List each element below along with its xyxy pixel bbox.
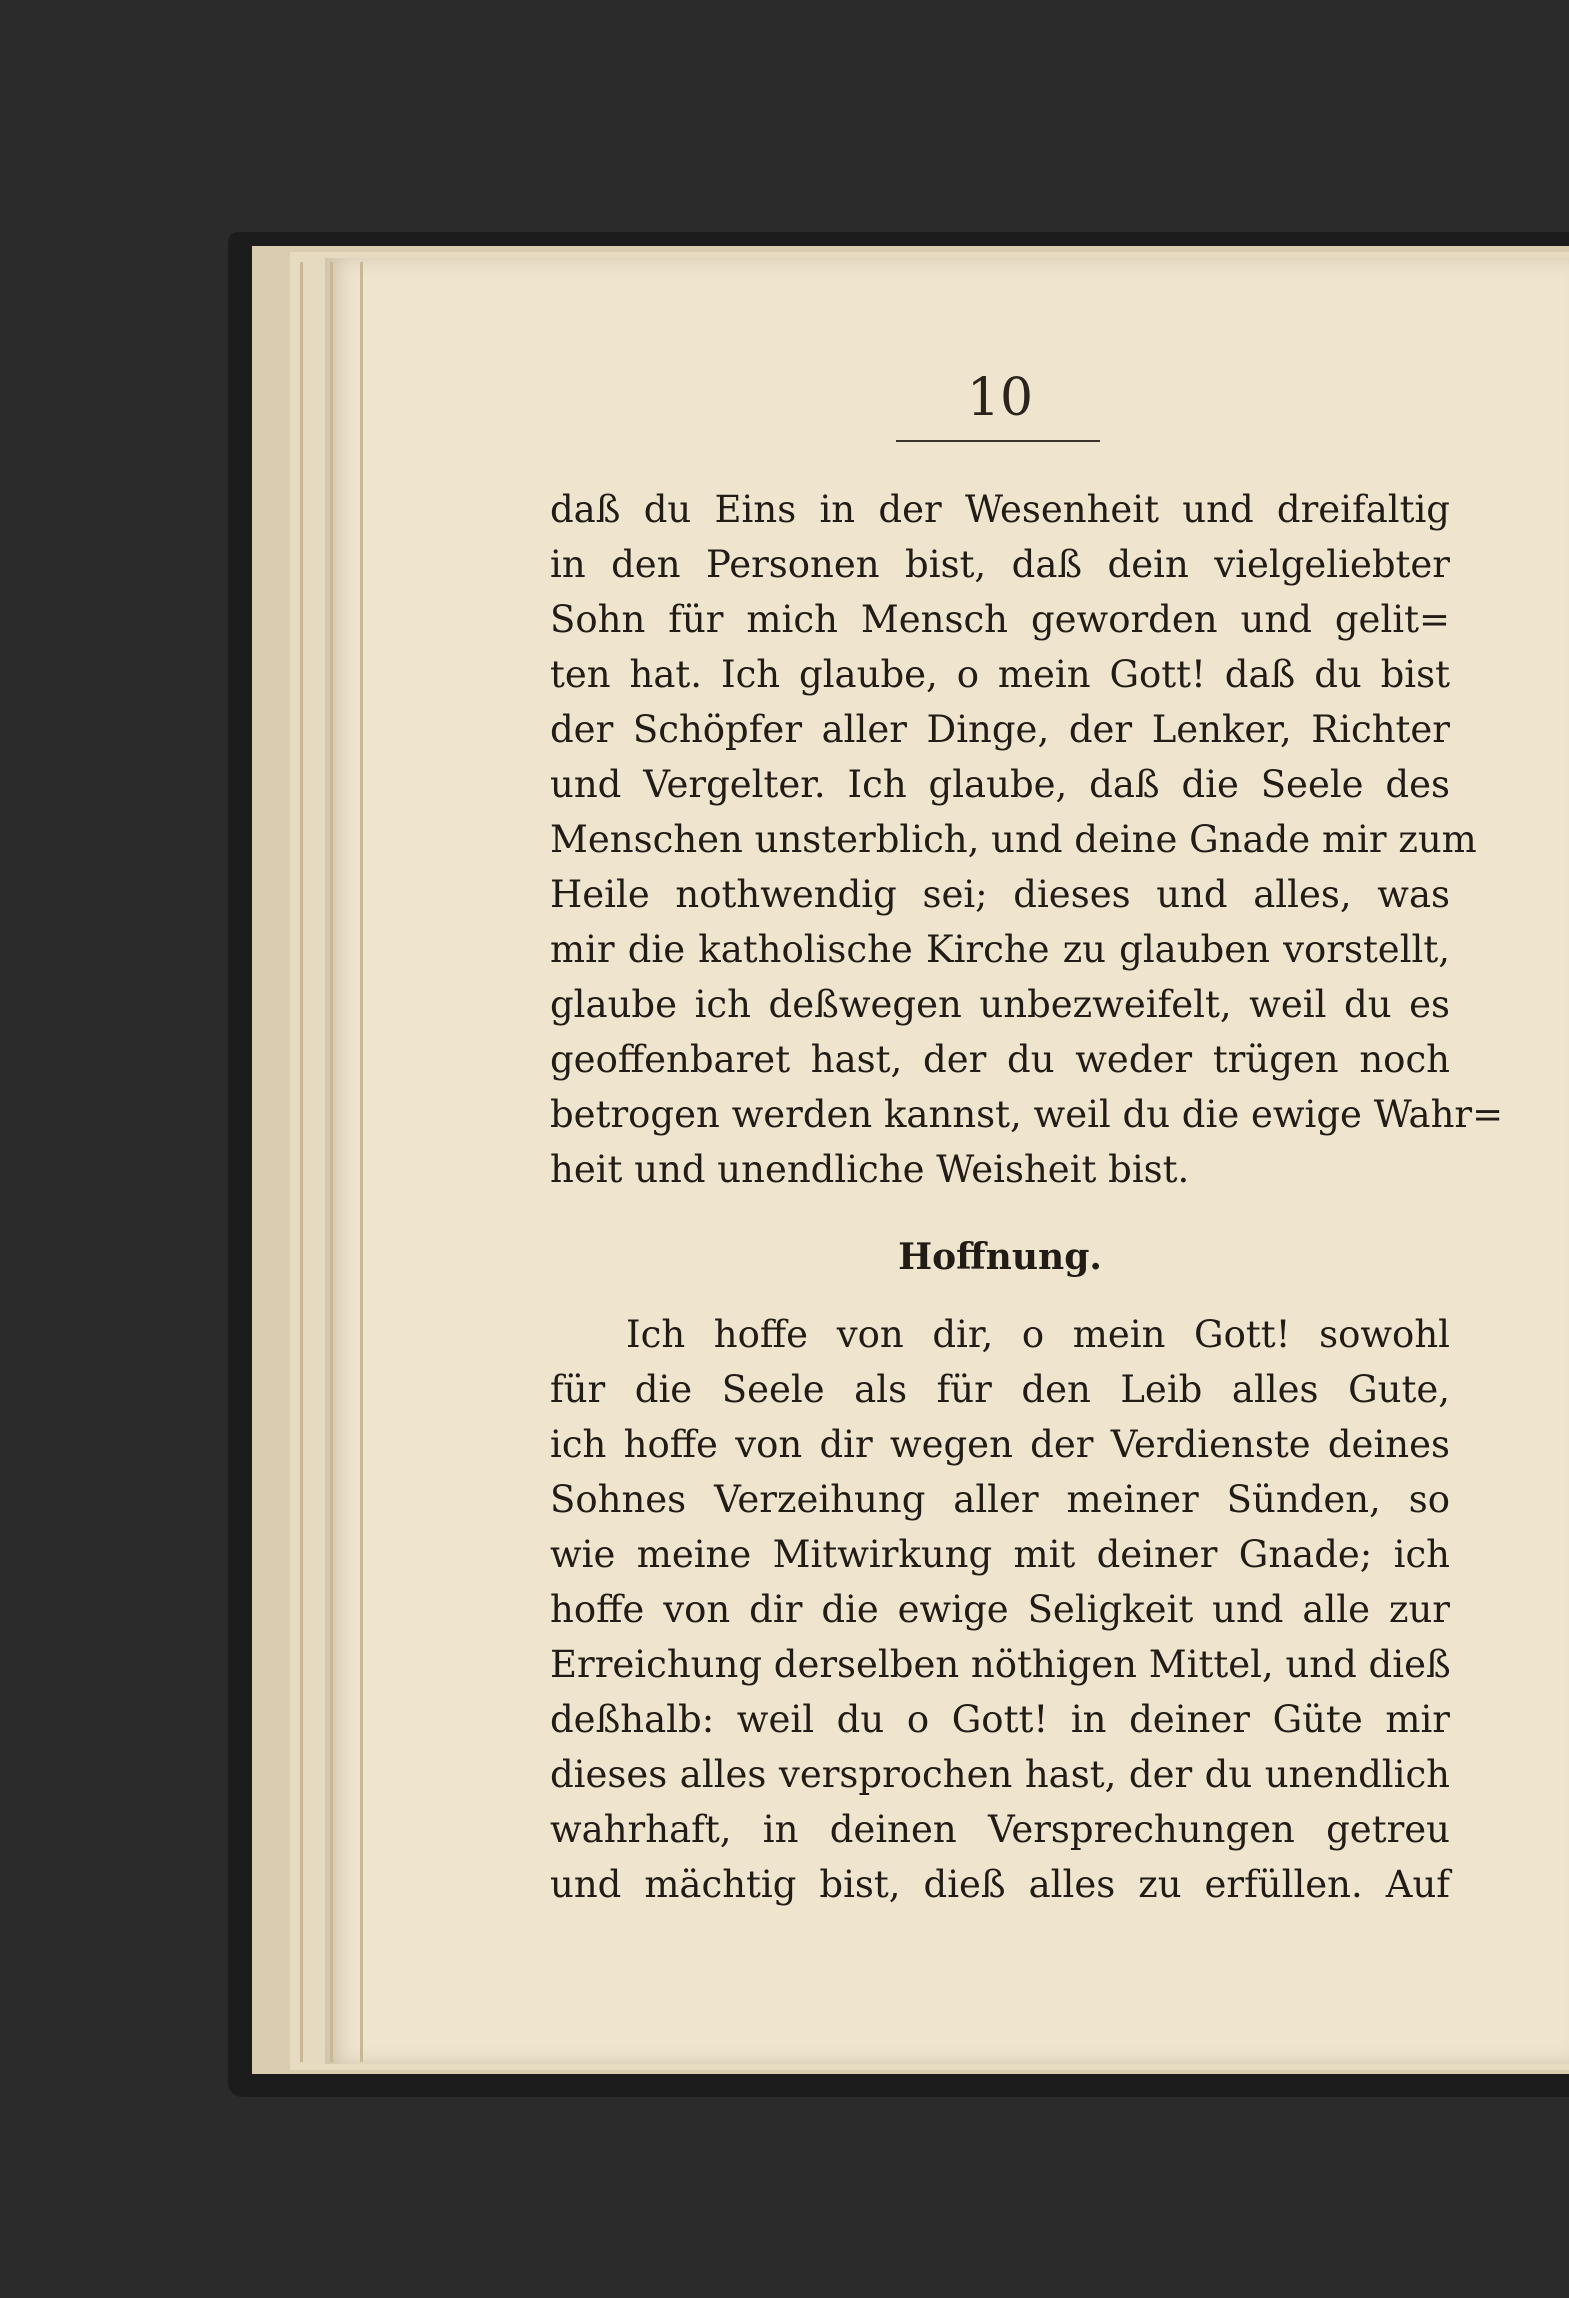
text-line: dieses alles versprochen hast, der du unendlich [550,1753,1450,1796]
text-line: und mächtig bist, dieß alles zu erfüllen. Auf [550,1863,1450,1906]
text-line: ten hat. Ich glaube, o mein Gott! daß du bist [550,653,1450,696]
text-line: ich hoffe von dir wegen der Verdienste deines [550,1423,1450,1466]
text-line: Erreichung derselben nöthigen Mittel, und dieß [550,1643,1451,1686]
text-line: daß du Eins in der Wesenheit und dreifaltig [550,488,1450,531]
text-line: heit und unendliche Weisheit bist. [550,1148,1190,1191]
paragraph-1 [550,482,1504,1197]
text-line: der Schöpfer aller Dinge, der Lenker, Richter [550,708,1450,751]
text-line: wahrhaft, in deinen Versprechungen getreu [550,1808,1450,1851]
text-line: deßhalb: weil du o Gott! in deiner Güte mir [550,1698,1450,1741]
text-line: betrogen werden kannst, weil du die ewige Wahr= [550,1093,1504,1136]
section-heading: Hoffnung. [898,1236,1102,1278]
paragraph-2 [550,1307,1450,1912]
text-line: mir die katholische Kirche zu glauben vorstellt, [550,928,1450,971]
page-text [550,482,1504,1912]
text-line: Heile nothwendig sei; dieses und alles, was [550,873,1450,916]
text-line: für die Seele als für den Leib alles Gute, [550,1368,1450,1411]
page-number-rule [896,440,1100,442]
text-line: in den Personen bist, daß dein vielgeliebter [550,543,1450,586]
text-line: Ich hoffe von dir, o mein Gott! sowohl [626,1313,1450,1356]
text-line: geoffenbaret hast, der du weder trügen noch [550,1038,1450,1081]
text-line: und Vergelter. Ich glaube, daß die Seele des [550,763,1450,806]
page-edge-line [300,262,303,2062]
text-line: glaube ich deßwegen unbezweifelt, weil du es [550,983,1450,1026]
text-line: Sohnes Verzeihung aller meiner Sünden, so [550,1478,1450,1521]
page-edge-line [330,262,333,2062]
page-number: 10 [966,368,1034,428]
page-edge-line [360,262,363,2062]
text-line: Sohn für mich Mensch geworden und gelit= [550,598,1450,641]
text-line: hoffe von dir die ewige Seligkeit und alle zur [550,1588,1450,1631]
text-line: wie meine Mitwirkung mit deiner Gnade; ich [550,1533,1450,1576]
text-line: Menschen unsterblich, und deine Gnade mir zum [550,818,1477,861]
